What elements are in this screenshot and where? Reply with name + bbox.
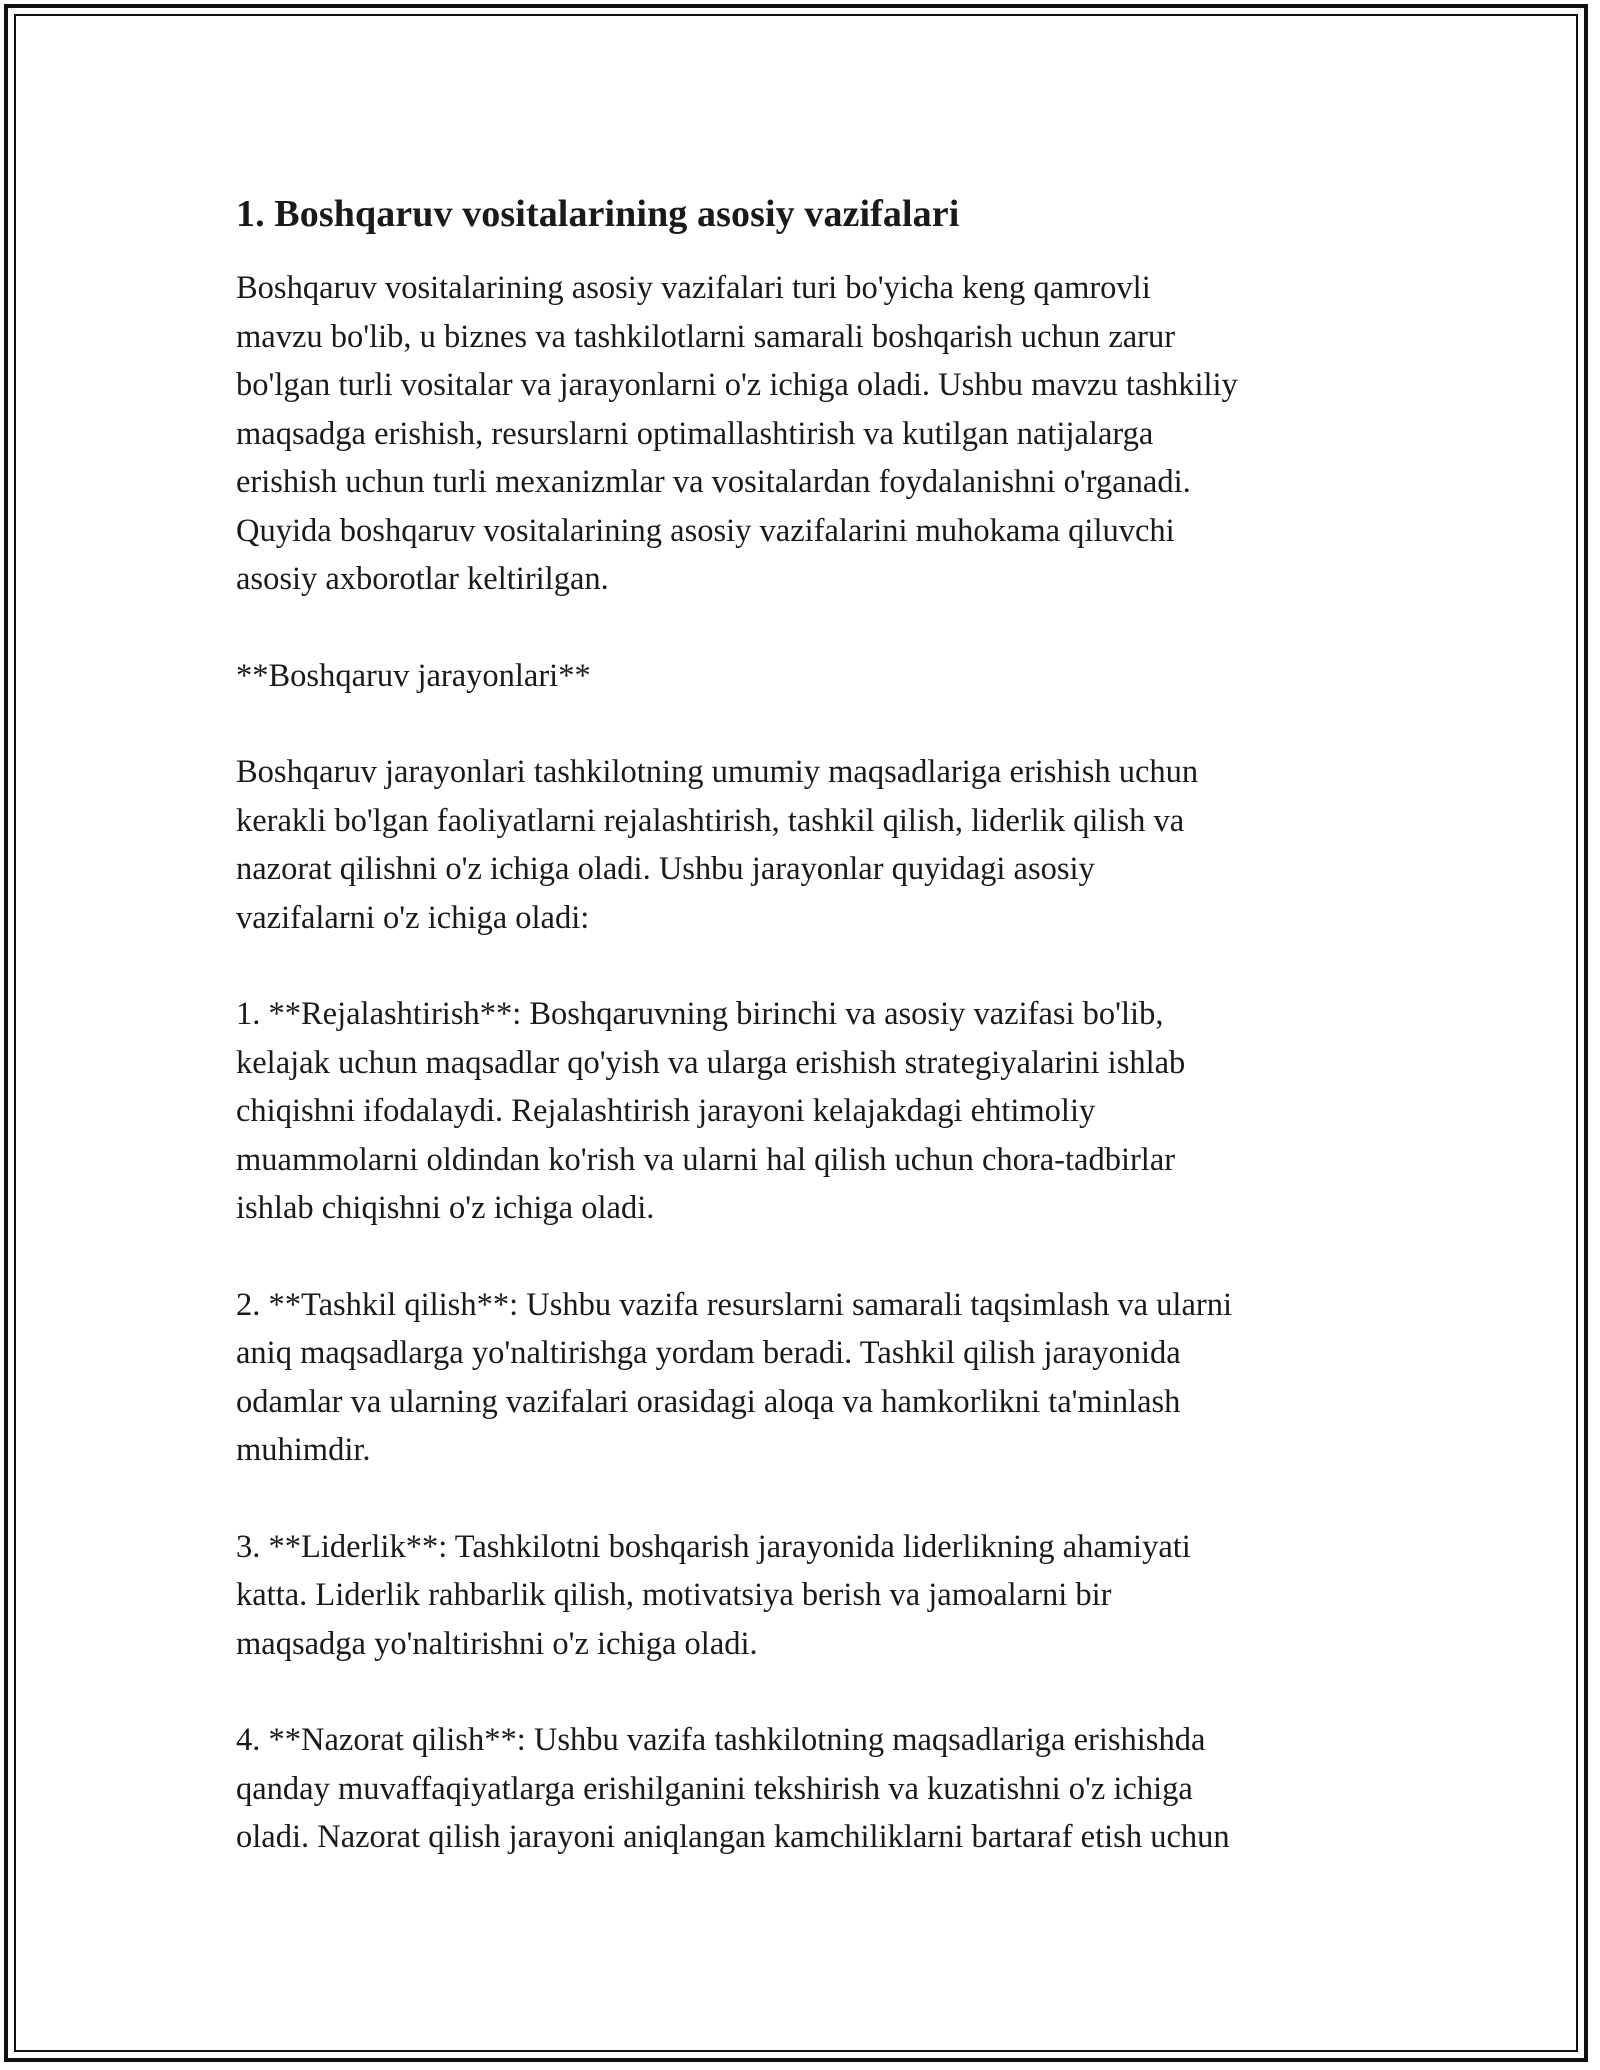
document-page [236, 186, 1366, 1910]
subheading-paragraph: **Boshqaruv jarayonlari** [236, 657, 591, 694]
list-item-organizing: 2. **Tashkil qilish**: Ushbu vazifa resurslarni samarali taqsimlash va ularni aniq maqsadlarga yo'naltirishga yordam beradi. Tashkil qilish jarayonida odamlar va ularning vazifalari orasidagi aloqa va hamkorlikni ta'minlash muhimdir. [236, 1286, 1232, 1468]
intro-paragraph: Boshqaruv vositalarining asosiy vazifalari turi bo'yicha keng qamrovli mavzu bo'lib, u biznes va tashkilotlarni samarali boshqarish uchun zarur bo'lgan turli vositalar va jarayonlarni o'z ichiga oladi. Ushbu mavzu tashkiliy maqsadga erishish, resurslarni optimallashtirish va kutilgan natijalarga erishish uchun turli mexanizmlar va vositalardan foydalanishni o'rganadi. Quyida boshqaruv vositalarining asosiy vazifalarini muhokama qiluvchi asosiy axborotlar keltirilgan. [236, 270, 1238, 597]
processes-paragraph: Boshqaruv jarayonlari tashkilotning umumiy maqsadlariga erishish uchun kerakli bo'lgan faoliyatlarni rejalashtirish, tashkil qilish, liderlik qilish va nazorat qilishni o'z ichiga oladi. Ushbu jarayonlar quyidagi asosiy vazifalarni o'z ichiga oladi: [236, 754, 1199, 936]
section-heading: 1. Boshqaruv vositalarining asosiy vazifalari [236, 193, 960, 235]
list-item-control: 4. **Nazorat qilish**: Ushbu vazifa tashkilotning maqsadlariga erishishda qanday muvaffaqiyatlarga erishilganini tekshirish va kuzatishni o'z ichiga oladi. Nazorat qilish jarayoni aniqlangan kamchiliklarni bartaraf etish uchun [236, 1722, 1230, 1855]
list-item-leadership: 3. **Liderlik**: Tashkilotni boshqarish jarayonida liderlikning ahamiyati katta. Liderlik rahbarlik qilish, motivatsiya berish va jamoalarni bir maqsadga yo'naltirishni o'z ichiga oladi. [236, 1528, 1191, 1662]
list-item-planning: 1. **Rejalashtirish**: Boshqaruvning birinchi va asosiy vazifasi bo'lib, kelajak uchun maqsadlar qo'yish va ularga erishish strategiyalarini ishlab chiqishni ifodalaydi. Rejalashtirish jarayoni kelajakdagi ehtimoliy muammolarni oldindan ko'rish va ularni hal qilish uchun chora-tadbirlar ishlab chiqishni o'z ichiga oladi. [236, 996, 1186, 1226]
